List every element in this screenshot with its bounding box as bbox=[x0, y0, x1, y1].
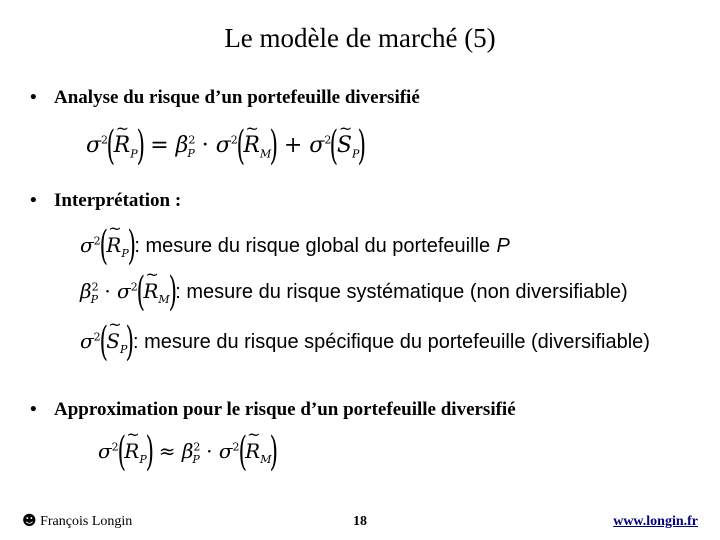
formula-approximation: $\sigma^2(\sim$ $R_P) \approx \beta^2_P$ · $\sigma^2(\sim$ $R_M$) bbox=[98, 436, 277, 468]
systematic-risk-description: : mesure du risque systématique (non diversifiable) bbox=[175, 281, 628, 303]
website-link[interactable]: www.longin.fr bbox=[613, 514, 698, 529]
interpretation-specific-risk: $\sigma^2(\sim$ $S_P$): mesure du risque spécifique du portefeuille (diversifiable) bbox=[80, 326, 650, 358]
bullet-icon: • bbox=[30, 399, 37, 420]
author-name: François Longin bbox=[40, 514, 133, 529]
bullet-interpretation bbox=[30, 189, 181, 213]
specific-risk-description: : mesure du risque spécifique du portefeuille (diversifiable) bbox=[132, 331, 650, 353]
formula-variance-decomposition: $\sigma^2(\sim$ $R_P) = \beta^2_P$ · $\sigma^2(\sim$ $R_M$) + $\sigma^2(\sim$ $S_P$) bbox=[86, 130, 365, 162]
slide-title: Le modèle de marché (5) bbox=[224, 23, 496, 53]
bullet-analysis bbox=[30, 86, 420, 110]
portfolio-symbol: P bbox=[496, 235, 510, 257]
footer-website bbox=[613, 514, 698, 530]
bullet-icon: • bbox=[30, 87, 37, 108]
total-risk-description: : mesure du risque global du portefeuille bbox=[134, 235, 491, 257]
page-number: 18 bbox=[353, 514, 367, 529]
bullet-analysis-text: Analyse du risque d’un portefeuille diversifié bbox=[54, 87, 420, 108]
bullet-icon: • bbox=[30, 190, 37, 211]
smiley-icon: ☻ bbox=[22, 513, 37, 529]
bullet-interpretation-text: Interprétation : bbox=[54, 190, 182, 211]
interpretation-total-risk: $\sigma^2(\sim$ $R_P$): mesure du risque global du portefeuille P bbox=[80, 230, 510, 262]
bullet-approximation-text: Approximation pour le risque d’un portefeuille diversifié bbox=[54, 399, 516, 420]
interpretation-systematic-risk: $\beta^2_P$ · $\sigma^2(\sim$ $R_M$): mesure du risque systématique (non diversifiable) bbox=[80, 276, 628, 308]
bullet-approximation bbox=[30, 398, 516, 422]
